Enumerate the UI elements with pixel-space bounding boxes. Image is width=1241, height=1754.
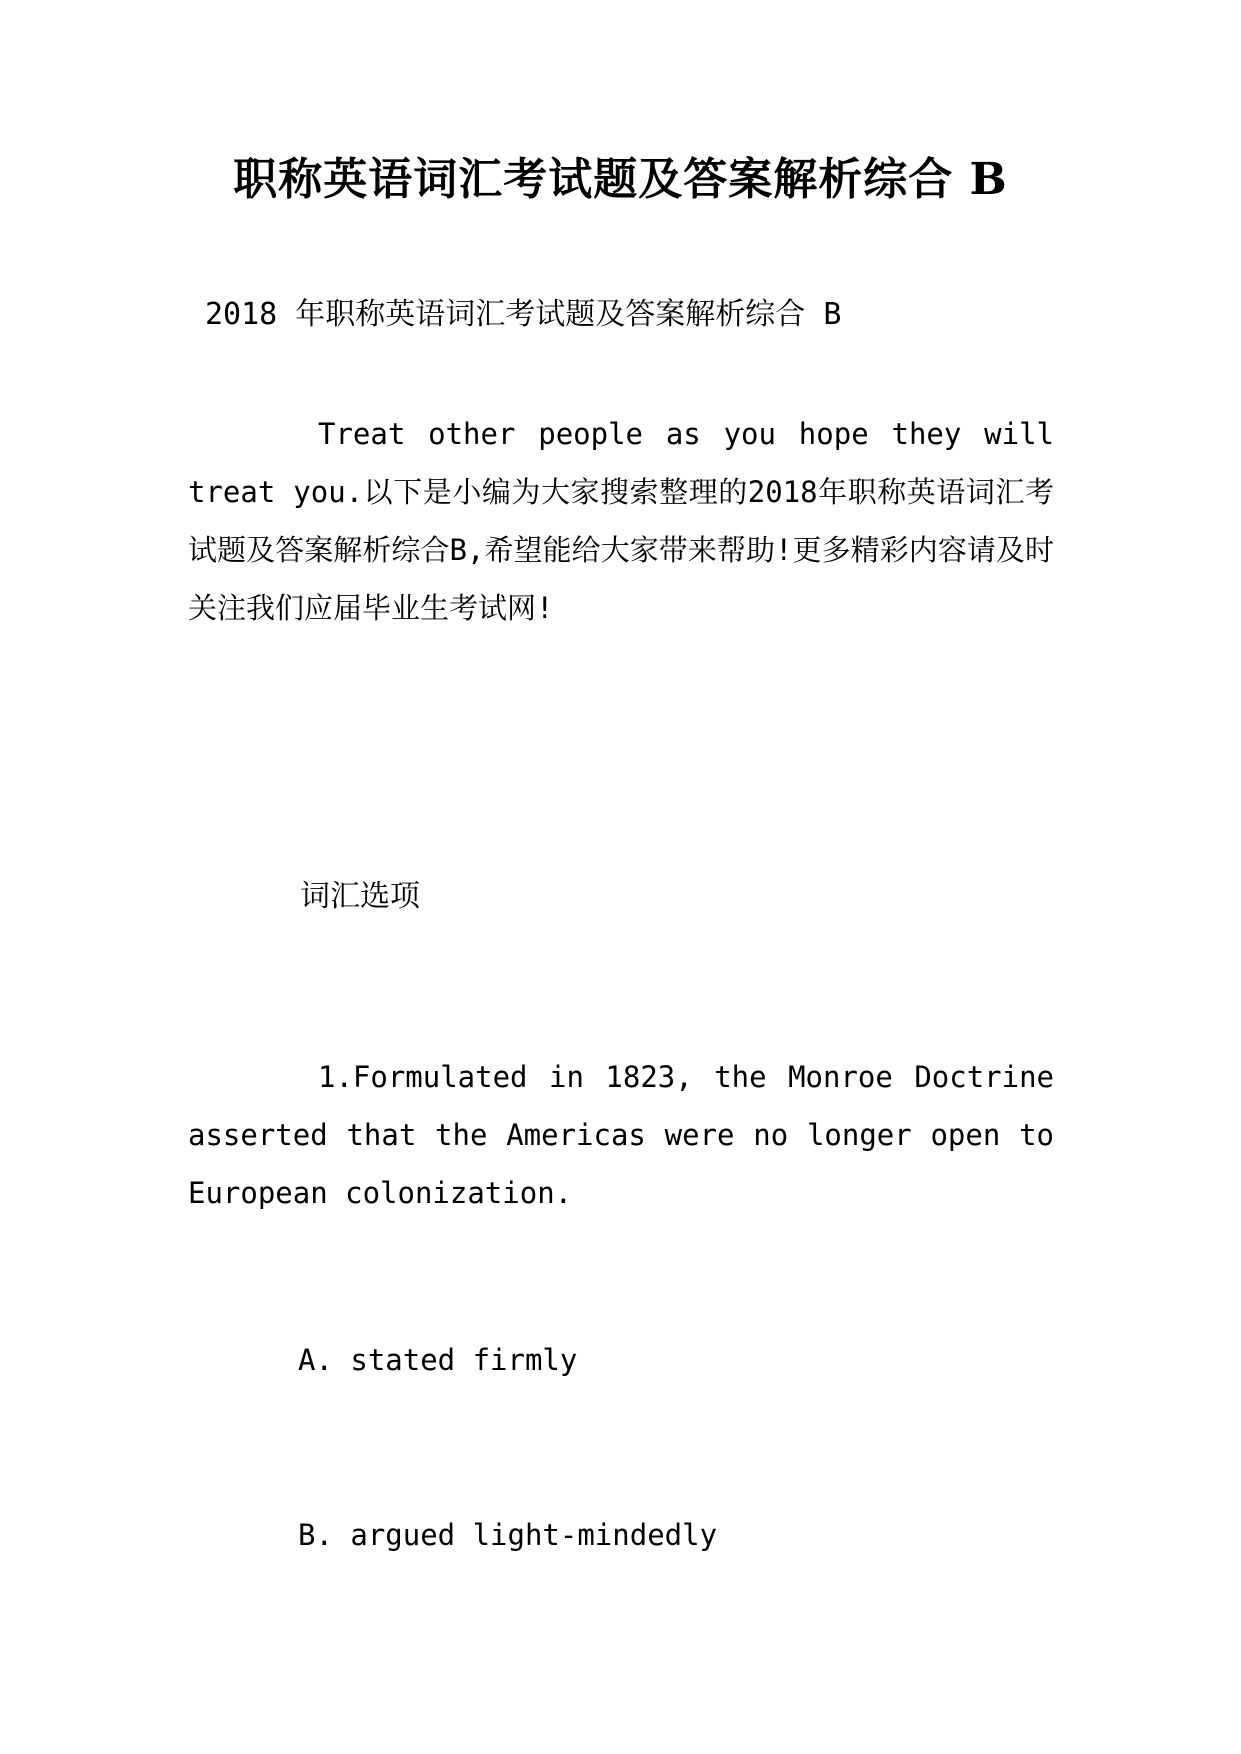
document-title: 职称英语词汇考试题及答案解析综合 B	[233, 154, 1008, 205]
document-subtitle: 2018 年职称英语词汇考试题及答案解析综合 B	[205, 297, 842, 332]
section-heading: 词汇选项	[300, 879, 420, 914]
intro-paragraph: Treat other people as you hope they will treat you.以下是小编为大家搜索整理的2018年职称英语词汇考试题及答案解析综合B,希望能给大家带来帮助!更多精彩内容请及时关注我们应届毕业生考试网!	[188, 417, 1054, 625]
option-a: A. stated firmly	[298, 1343, 578, 1377]
question-stem: 1.Formulated in 1823, the Monroe Doctrine asserted that the Americas were no longer open to European colonization.	[188, 1060, 1054, 1210]
option-b: B. argued light-mindedly	[298, 1518, 718, 1552]
